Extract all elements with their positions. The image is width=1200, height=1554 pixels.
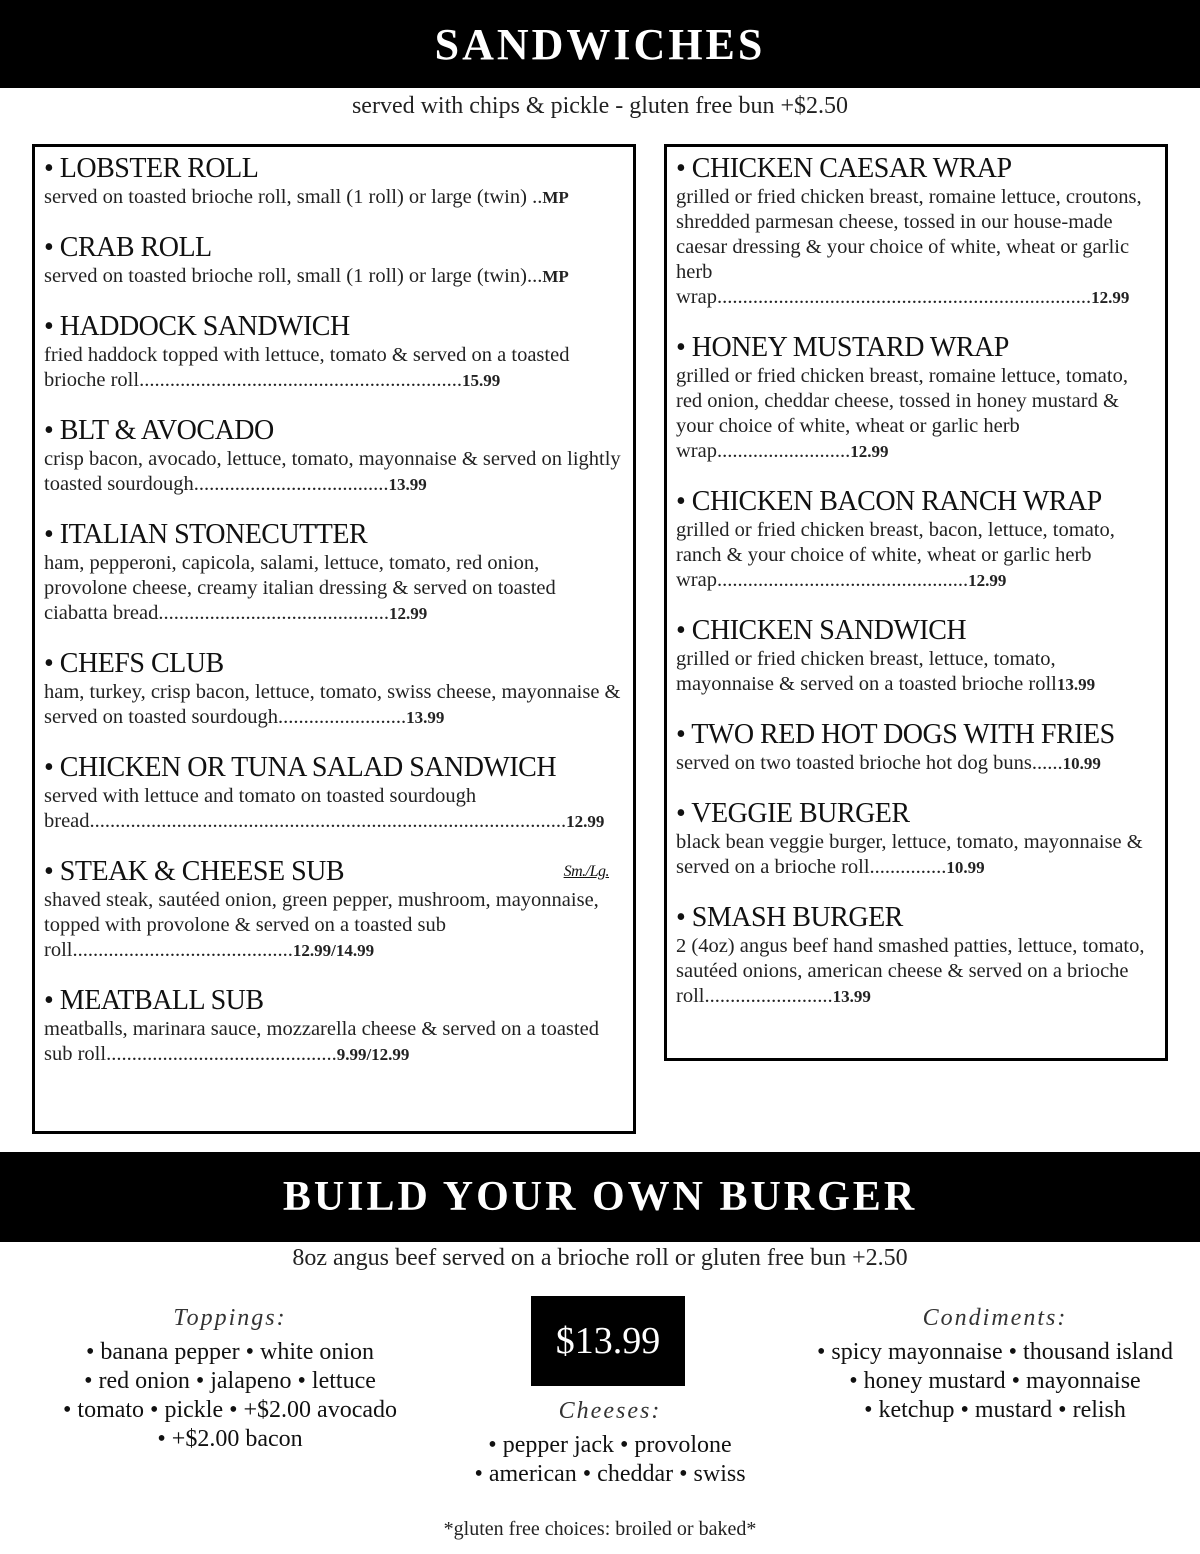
item-name bbox=[676, 798, 1153, 830]
item-name-text: • CHICKEN BACON RANCH WRAP bbox=[676, 486, 1102, 517]
menu-item bbox=[676, 615, 1153, 697]
item-name bbox=[44, 519, 621, 551]
item-price: 13.99 bbox=[388, 475, 427, 494]
item-name-text: • HADDOCK SANDWICH bbox=[44, 311, 350, 342]
item-name bbox=[44, 985, 621, 1017]
item-name bbox=[44, 648, 621, 680]
toppings-column bbox=[20, 1305, 440, 1454]
sandwiches-subtitle: served with chips & pickle - gluten free bun +$2.50 bbox=[351, 93, 849, 119]
condiments-column bbox=[760, 1305, 1200, 1425]
item-name-text: • TWO RED HOT DOGS WITH FRIES bbox=[676, 719, 1115, 750]
item-description-text: grilled or fried chicken breast, romaine lettuce, tomato, red onion, cheddar cheese, tossed in honey mustard & your choice of white, wheat or garlic herb wrap.......................... bbox=[676, 365, 1128, 462]
item-description bbox=[44, 888, 621, 963]
item-name-text: • CRAB ROLL bbox=[44, 232, 212, 263]
item-name bbox=[676, 719, 1153, 751]
item-description bbox=[676, 518, 1153, 593]
item-name bbox=[676, 615, 1153, 647]
item-price: 12.99 bbox=[566, 812, 605, 831]
item-description-text: fried haddock topped with lettuce, tomato & served on a toasted brioche roll............................................................... bbox=[44, 344, 570, 391]
item-description bbox=[44, 264, 621, 289]
item-description-text: grilled or fried chicken breast, lettuce, tomato, mayonnaise & served on a toasted brioche roll bbox=[676, 648, 1057, 695]
item-description bbox=[44, 343, 621, 393]
item-name bbox=[44, 415, 621, 447]
item-description-text: crisp bacon, avocado, lettuce, tomato, mayonnaise & served on lightly toasted sourdough...................................... bbox=[44, 448, 621, 495]
item-description-text: served with lettuce and tomato on toasted sourdough bread............................................................................................. bbox=[44, 785, 567, 832]
item-name bbox=[44, 752, 621, 784]
size-label: Sm./Lg. bbox=[563, 863, 609, 880]
item-description bbox=[44, 784, 621, 834]
topping-line: • tomato • pickle • +$2.00 avocado bbox=[63, 1397, 397, 1423]
item-description-text: ham, turkey, crisp bacon, lettuce, tomato, swiss cheese, mayonnaise & served on toasted sourdough......................... bbox=[44, 681, 621, 728]
item-name-text: • CHICKEN CAESAR WRAP bbox=[676, 153, 1012, 184]
sandwiches-banner bbox=[0, 0, 1200, 88]
item-name bbox=[44, 856, 621, 888]
item-description-text: 2 (4oz) angus beef hand smashed patties, lettuce, tomato, sautéed onions, american cheese & served on a brioche roll......................... bbox=[676, 935, 1145, 1007]
item-name bbox=[676, 332, 1153, 364]
menu-item bbox=[44, 648, 621, 730]
burger-title: BUILD YOUR OWN BURGER bbox=[282, 1174, 918, 1220]
item-description-text: grilled or fried chicken breast, romaine lettuce, croutons, shredded parmesan cheese, tossed in our house-made caesar dressing & your choice of white, wheat or garlic herb wrap......................................................................... bbox=[676, 186, 1142, 308]
item-name-text: • BLT & AVOCADO bbox=[44, 415, 274, 446]
item-description-text: served on toasted brioche roll, small (1 roll) or large (twin)... bbox=[44, 265, 543, 287]
item-price: 15.99 bbox=[461, 371, 501, 390]
item-price: 12.99/14.99 bbox=[292, 941, 375, 960]
item-name-text: • CHICKEN OR TUNA SALAD SANDWICH bbox=[44, 752, 557, 783]
item-name bbox=[676, 153, 1153, 185]
menu-item bbox=[676, 486, 1153, 593]
topping-line: • +$2.00 bacon bbox=[157, 1426, 303, 1452]
item-description bbox=[44, 680, 621, 730]
menu-item bbox=[44, 232, 621, 289]
item-name bbox=[44, 311, 621, 343]
condiment-line: • ketchup • mustard • relish bbox=[864, 1397, 1126, 1423]
menu-item bbox=[676, 153, 1153, 310]
cheese-line: • pepper jack • provolone bbox=[488, 1432, 732, 1458]
item-description bbox=[676, 751, 1153, 776]
item-price: 13.99 bbox=[832, 987, 871, 1006]
topping-line: • red onion • jalapeno • lettuce bbox=[84, 1368, 376, 1394]
item-price: 12.99 bbox=[968, 571, 1007, 590]
cheeses-title: Cheeses: bbox=[558, 1398, 662, 1424]
burger-banner bbox=[0, 1152, 1200, 1242]
sandwich-list-left bbox=[32, 144, 636, 1134]
sandwiches-title: SANDWICHES bbox=[434, 19, 766, 69]
item-name-text: • ITALIAN STONECUTTER bbox=[44, 519, 368, 550]
cheese-line: • american • cheddar • swiss bbox=[474, 1461, 746, 1487]
menu-item bbox=[44, 311, 621, 393]
item-name-text: • HONEY MUSTARD WRAP bbox=[676, 332, 1009, 363]
item-name-text: • CHICKEN SANDWICH bbox=[676, 615, 967, 646]
menu-item bbox=[44, 153, 621, 210]
condiment-line: • spicy mayonnaise • thousand island bbox=[816, 1339, 1174, 1365]
item-description-text: ham, pepperoni, capicola, salami, lettuce, tomato, red onion, provolone cheese, creamy italian dressing & served on toasted ciabatta bread............................................. bbox=[44, 552, 556, 624]
item-name bbox=[44, 232, 621, 264]
item-description bbox=[44, 447, 621, 497]
condiment-line: • honey mustard • mayonnaise bbox=[849, 1368, 1141, 1394]
item-price: 13.99 bbox=[406, 708, 445, 727]
item-price: 12.99 bbox=[389, 604, 428, 623]
item-description bbox=[676, 934, 1153, 1009]
item-description bbox=[44, 185, 621, 210]
menu-item bbox=[676, 332, 1153, 464]
burger-subtitle: 8oz angus beef served on a brioche roll or gluten free bun +2.50 bbox=[292, 1245, 908, 1271]
item-name bbox=[44, 153, 621, 185]
item-description bbox=[676, 647, 1153, 697]
topping-line: • banana pepper • white onion bbox=[85, 1339, 375, 1365]
item-name bbox=[676, 902, 1153, 934]
toppings-title: Toppings: bbox=[173, 1305, 287, 1331]
item-description-text: served on toasted brioche roll, small (1 roll) or large (twin) .. bbox=[44, 186, 543, 208]
item-name bbox=[676, 486, 1153, 518]
item-description bbox=[676, 364, 1153, 464]
menu-item bbox=[44, 415, 621, 497]
item-name-text: • STEAK & CHEESE SUB bbox=[44, 856, 345, 887]
condiments-title: Condiments: bbox=[922, 1305, 1068, 1331]
item-price: 12.99 bbox=[850, 442, 889, 461]
menu-item bbox=[676, 902, 1153, 1009]
item-price: MP bbox=[542, 267, 569, 286]
item-name-text: • LOBSTER ROLL bbox=[44, 153, 259, 184]
menu-item bbox=[44, 519, 621, 626]
item-price: 9.99/12.99 bbox=[336, 1045, 410, 1064]
item-price: 10.99 bbox=[1062, 754, 1101, 773]
item-name-text: • SMASH BURGER bbox=[676, 902, 903, 933]
item-name-text: • CHEFS CLUB bbox=[44, 648, 224, 679]
item-price: 10.99 bbox=[946, 858, 985, 877]
item-price: MP bbox=[542, 188, 569, 207]
item-description-text: shaved steak, sautéed onion, green pepper, mushroom, mayonnaise, topped with provolone & served on a toasted sub roll........................................... bbox=[44, 889, 599, 961]
sandwich-list-right bbox=[664, 144, 1168, 1061]
item-name-text: • VEGGIE BURGER bbox=[676, 798, 910, 829]
item-description bbox=[676, 830, 1153, 880]
menu-item bbox=[44, 985, 621, 1067]
item-description bbox=[676, 185, 1153, 310]
item-description-text: meatballs, marinara sauce, mozzarella cheese & served on a toasted sub roll............................................. bbox=[44, 1018, 599, 1065]
menu-item bbox=[44, 752, 621, 834]
item-description-text: served on two toasted brioche hot dog buns...... bbox=[676, 752, 1063, 774]
menu-item bbox=[676, 798, 1153, 880]
item-price: 13.99 bbox=[1056, 675, 1096, 694]
cheeses-column bbox=[415, 1398, 805, 1489]
gluten-free-footnote: *gluten free choices: broiled or baked* bbox=[443, 1518, 757, 1540]
item-description bbox=[44, 1017, 621, 1067]
item-description-text: black bean veggie burger, lettuce, tomato, mayonnaise & served on a brioche roll............... bbox=[676, 831, 1143, 878]
item-name-text: • MEATBALL SUB bbox=[44, 985, 264, 1016]
item-description-text: grilled or fried chicken breast, bacon, lettuce, tomato, ranch & your choice of white, wheat or garlic herb wrap................................................. bbox=[676, 519, 1115, 591]
menu-item bbox=[676, 719, 1153, 776]
item-description bbox=[44, 551, 621, 626]
menu-item bbox=[44, 856, 621, 963]
burger-price-badge bbox=[531, 1296, 685, 1386]
item-price: 12.99 bbox=[1091, 288, 1130, 307]
burger-price: $13.99 bbox=[555, 1320, 661, 1362]
